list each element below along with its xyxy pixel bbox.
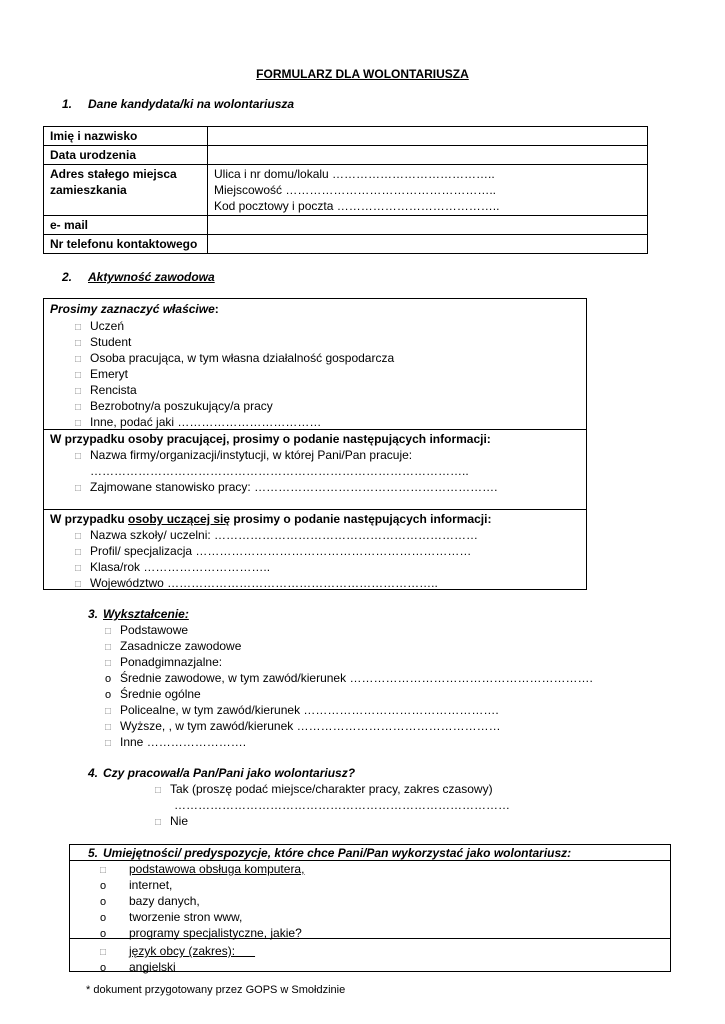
skills-list xyxy=(91,861,304,975)
checkbox-square-icon[interactable]: □ xyxy=(104,722,112,733)
checkbox-square-icon[interactable]: □ xyxy=(74,531,82,542)
checkbox-square-icon[interactable]: □ xyxy=(74,370,82,381)
list-item[interactable]: □ Bezrobotny/a poszukujący/a pracy xyxy=(66,398,394,414)
list-item[interactable]: □ język obcy (zakres): xyxy=(91,943,304,959)
table-row xyxy=(44,216,648,235)
name-label: Imię i nazwisko xyxy=(44,127,208,146)
circle-bullet-icon[interactable]: o xyxy=(99,928,107,940)
address-field[interactable] xyxy=(208,165,648,216)
list-item[interactable]: o Średnie zawodowe, w tym zawód/kierunek ……………………………………………………. xyxy=(96,670,593,686)
name-field[interactable] xyxy=(208,127,648,146)
working-person-items xyxy=(66,447,497,495)
table-row xyxy=(44,146,648,165)
student-items xyxy=(66,527,478,591)
section-3-heading: 3. Wykształcenie: xyxy=(88,607,189,621)
list-item[interactable]: o bazy danych, xyxy=(91,893,304,909)
checkbox-square-icon[interactable]: □ xyxy=(104,642,112,653)
table-row xyxy=(44,127,648,146)
list-item[interactable]: ………………………………………………………………………………….. xyxy=(90,464,469,478)
list-item[interactable]: □ Podstawowe xyxy=(96,622,593,638)
table-row xyxy=(44,235,648,254)
checkbox-square-icon[interactable]: □ xyxy=(74,579,82,590)
checkbox-square-icon[interactable]: □ xyxy=(74,563,82,574)
checkbox-square-icon[interactable]: □ xyxy=(154,817,162,828)
section-4-heading: 4. Czy pracował/a Pan/Pani jako wolontariusz? xyxy=(88,766,356,780)
checkbox-square-icon[interactable]: □ xyxy=(104,626,112,637)
list-item[interactable]: □ Uczeń xyxy=(66,318,394,334)
checkbox-square-icon[interactable]: □ xyxy=(74,402,82,413)
checkbox-square-icon[interactable]: □ xyxy=(74,386,82,397)
list-item[interactable]: □ Województwo ………………………………………………………….. xyxy=(66,575,478,591)
city-line: Miejscowość …………………………………………….. xyxy=(214,183,497,197)
checkbox-square-icon[interactable]: □ xyxy=(74,451,82,462)
birthdate-label: Data urodzenia xyxy=(44,146,208,165)
list-item[interactable]: □ Tak (proszę podać miejsce/charakter pracy, zakres czasowy) xyxy=(146,781,510,797)
student-heading: W przypadku osoby uczącej się prosimy o podanie następujących informacji: xyxy=(50,512,492,526)
birthdate-field[interactable] xyxy=(208,146,648,165)
list-item[interactable]: □ Policealne, w tym zawód/kierunek …………………………………………. xyxy=(96,702,593,718)
list-item[interactable]: □ Emeryt xyxy=(66,366,394,382)
activity-options xyxy=(66,318,394,430)
checkbox-square-icon[interactable]: □ xyxy=(99,947,107,958)
list-item[interactable]: □ Student xyxy=(66,334,394,350)
address-label: Adres stałego miejsca zamieszkania xyxy=(44,165,208,216)
email-label: e- mail xyxy=(44,216,208,235)
list-item[interactable]: □ podstawowa obsługa komputera, xyxy=(91,861,304,877)
list-item[interactable]: o programy specjalistyczne, jakie? xyxy=(91,925,304,941)
activity-prompt: Prosimy zaznaczyć właściwe: xyxy=(50,302,219,316)
list-item[interactable]: □ Zasadnicze zawodowe xyxy=(96,638,593,654)
postal-line: Kod pocztowy i poczta ………………………………….. xyxy=(214,199,500,213)
circle-bullet-icon[interactable]: o xyxy=(104,673,112,685)
footer-note: * dokument przygotowany przez GOPS w Smołdzinie xyxy=(86,984,346,996)
checkbox-square-icon[interactable]: □ xyxy=(104,658,112,669)
checkbox-square-icon[interactable]: □ xyxy=(74,547,82,558)
phone-label: Nr telefonu kontaktowego xyxy=(44,235,208,254)
list-item[interactable]: □ Rencista xyxy=(66,382,394,398)
list-item[interactable]: □ Klasa/rok ………………………….. xyxy=(66,559,478,575)
phone-field[interactable] xyxy=(208,235,648,254)
section-5-heading: 5. Umiejętności/ predyspozycje, które chce Pani/Pan wykorzystać jako wolontariusz: xyxy=(88,846,572,860)
checkbox-square-icon[interactable]: □ xyxy=(104,706,112,717)
circle-bullet-icon[interactable]: o xyxy=(99,896,107,908)
checkbox-square-icon[interactable]: □ xyxy=(74,322,82,333)
list-item[interactable]: □ Wyższe, , w tym zawód/kierunek …………………………………………… xyxy=(96,718,593,734)
form-title: FORMULARZ DLA WOLONTARIUSZA xyxy=(256,67,469,81)
list-item[interactable]: □ Zajmowane stanowisko pracy: ……………………………………………………. xyxy=(66,479,497,495)
list-item[interactable]: o tworzenie stron www, xyxy=(91,909,304,925)
checkbox-square-icon[interactable]: □ xyxy=(104,738,112,749)
personal-data-table xyxy=(43,126,648,254)
street-line: Ulica i nr domu/lokalu ………………………………….. xyxy=(214,167,495,181)
volunteer-experience-options xyxy=(146,781,510,829)
email-field[interactable] xyxy=(208,216,648,235)
checkbox-square-icon[interactable]: □ xyxy=(74,483,82,494)
list-item[interactable]: o angielski xyxy=(91,959,304,975)
circle-bullet-icon[interactable]: o xyxy=(104,689,112,701)
list-item[interactable]: □ Nazwa szkoły/ uczelni: ………………………………………………………… xyxy=(66,527,478,543)
list-item[interactable]: □ Ponadgimnazjalne: xyxy=(96,654,593,670)
circle-bullet-icon[interactable]: o xyxy=(99,962,107,974)
circle-bullet-icon[interactable]: o xyxy=(99,912,107,924)
checkbox-square-icon[interactable]: □ xyxy=(74,354,82,365)
checkbox-square-icon[interactable]: □ xyxy=(74,418,82,429)
dotted-line[interactable]: ………………………………………………………………………… xyxy=(174,798,510,812)
section-2-heading: 2. Aktywność zawodowa xyxy=(62,270,215,284)
education-list xyxy=(96,622,593,750)
working-person-heading: W przypadku osoby pracującej, prosimy o podanie następujących informacji: xyxy=(50,432,491,446)
list-item[interactable]: o Średnie ogólne xyxy=(96,686,593,702)
checkbox-square-icon[interactable]: □ xyxy=(154,785,162,796)
list-item[interactable]: □ Profil/ specjalizacja …………………………………………………………… xyxy=(66,543,478,559)
list-item[interactable]: □ Nazwa firmy/organizacji/instytucji, w której Pani/Pan pracuje: xyxy=(66,447,497,463)
list-item[interactable]: □ Inne, podać jaki ……………………………… xyxy=(66,414,394,430)
circle-bullet-icon[interactable]: o xyxy=(99,880,107,892)
checkbox-square-icon[interactable]: □ xyxy=(99,865,107,876)
list-item[interactable]: □ Osoba pracująca, w tym własna działalność gospodarcza xyxy=(66,350,394,366)
list-item[interactable]: o internet, xyxy=(91,877,304,893)
list-item[interactable]: □ Inne ……………………. xyxy=(96,734,593,750)
table-row xyxy=(44,165,648,216)
list-item[interactable]: □ Nie xyxy=(146,813,510,829)
checkbox-square-icon[interactable]: □ xyxy=(74,338,82,349)
section-1-heading: 1. Dane kandydata/ki na wolontariusza xyxy=(62,97,295,111)
divider xyxy=(43,509,587,510)
